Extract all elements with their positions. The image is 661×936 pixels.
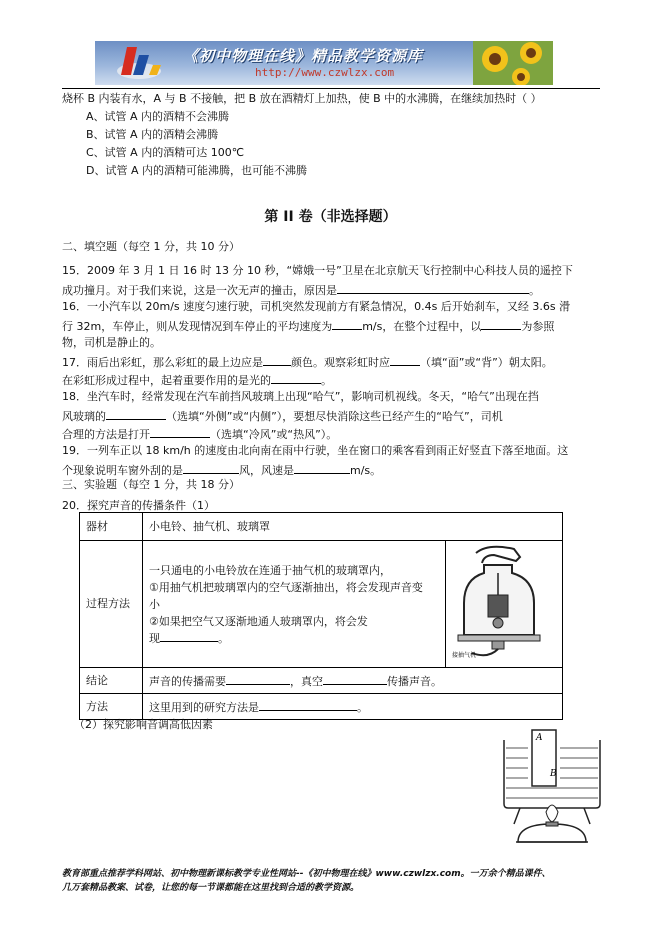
- q18-line2: [62, 408, 503, 424]
- bell-jar-figure-cell: [446, 541, 563, 668]
- q17-text-b: 颜色。观察彩虹时应: [291, 356, 390, 369]
- conclusion-text-a: 声音的传播需要: [149, 674, 226, 688]
- process-line-3: 小: [149, 597, 160, 611]
- q16-line3: 物，司机是静止的。: [62, 336, 161, 349]
- method-text-b: 。: [357, 700, 368, 714]
- row-equipment-value: 小电铃、抽气机、玻璃罩: [143, 513, 563, 541]
- q15-line2: [62, 282, 540, 298]
- q16-line2: [62, 318, 554, 334]
- q19-direction-blank[interactable]: [183, 462, 239, 474]
- process-line-4: ②如果把空气又逐渐地通人玻璃罩内，将会发: [149, 614, 368, 628]
- q17-line1: [62, 354, 553, 370]
- section-fill-heading: 二、填空题（每空 1 分，共 10 分）: [62, 240, 240, 253]
- bell-jar-diagram: [448, 543, 558, 661]
- q18-side-blank[interactable]: [106, 408, 166, 420]
- q18-text-a: 风玻璃的: [62, 410, 106, 423]
- q15-answer-blank[interactable]: [337, 282, 529, 294]
- q20-title: 20．探究声音的传播条件（1）: [62, 499, 215, 512]
- q16-text-c: 为参照: [521, 320, 555, 333]
- row-equipment-label: 器材: [80, 513, 143, 541]
- section-experiment-heading: 三、实验题（每空 1 分，共 18 分）: [62, 478, 240, 491]
- q16-text-a: 行 32m，车停止，则从发现情况到车停止的平均速度为: [62, 320, 333, 333]
- pump-label: 接抽气机: [452, 652, 477, 659]
- footer-line-1: 教育部重点推荐学科网站、初中物理新课标教学专业性网站--《初中物理在线》www.czwlzx.com。一万余个精品课件、: [62, 869, 551, 879]
- q19-line1: 19．一列车正以 18 km/h 的速度由北向南在雨中行驶，坐在窗口的乘客看到雨正好竖直下落至地面。这: [62, 444, 569, 457]
- q17-face-blank[interactable]: [390, 354, 420, 366]
- q20-vacuum-blank[interactable]: [323, 673, 387, 685]
- q19-text-c: m/s。: [350, 464, 382, 477]
- option-b: B、试管 A 内的酒精会沸腾: [86, 128, 219, 141]
- q20-method-blank[interactable]: [259, 699, 357, 711]
- option-c: C、试管 A 内的酒精可达 100℃: [86, 146, 245, 159]
- q16-line1: 16．一小汽车以 20m/s 速度匀速行驶，司机突然发现前方有紧急情况，0.4s 后开始刹车，又经 3.6s 滑: [62, 300, 571, 313]
- q18-text-b: （选填“外侧”或“内侧”），要想尽快消除这些已经产生的“哈气”，司机: [166, 410, 503, 423]
- q18-line1: 18．坐汽车时，经常发现在汽车前挡风玻璃上出现“哈气”，影响司机视线。冬天，“哈气”出现在挡: [62, 390, 539, 403]
- q16-speed-blank[interactable]: [332, 318, 362, 330]
- q15-text: 成功撞月。对于我们来说，这是一次无声的撞击，原因是: [62, 284, 337, 297]
- q17-line2: [62, 372, 332, 388]
- q17-text-a: 17．雨后出彩虹，那么彩虹的最上边应是: [62, 356, 263, 369]
- conclusion-text-b: ，真空: [290, 674, 323, 688]
- site-logo-icon: [109, 41, 179, 85]
- header-banner: [95, 41, 553, 85]
- q17-text-e: 。: [321, 374, 332, 387]
- banner-title: 《初中物理在线》精品教学资源库: [183, 47, 424, 65]
- process-line-1: 一只通电的小电铃放在连通于抽气机的玻璃罩内，: [149, 563, 391, 577]
- banner-url[interactable]: http://www.czwlzx.com: [255, 66, 395, 79]
- row-conclusion-value: [143, 668, 563, 694]
- q19-line2: [62, 462, 381, 478]
- q17-text-c: （填“面”或“背”）朝太阳。: [420, 356, 553, 369]
- q19-text-a: 个现象说明车窗外刮的是: [62, 464, 183, 477]
- fig-label-a: A: [536, 733, 543, 743]
- beaker-burner-diagram: [500, 728, 610, 852]
- q16-reference-blank[interactable]: [481, 318, 521, 330]
- q20-sub2-title: （2）探究影响音调高低因素: [74, 718, 213, 731]
- sunflower-icon: [473, 41, 553, 85]
- experiment-table: [79, 512, 563, 720]
- part2-title: 第 II 卷（非选择题）: [264, 209, 397, 225]
- row-method-label: 方法: [80, 694, 143, 720]
- q15-end: 。: [529, 284, 540, 297]
- q18-text-d: （选填“冷风”或“热风”）。: [210, 428, 338, 441]
- process-line-5: [149, 630, 439, 647]
- q15-line1: 15．2009 年 3 月 1 日 16 时 13 分 10 秒，“嫦娥一号”卫星在北京航天飞行控制中心科技人员的遥控下: [62, 264, 573, 277]
- q18-text-c: 合理的方法是打开: [62, 428, 150, 441]
- q18-line3: [62, 426, 337, 442]
- q17-light-blank[interactable]: [271, 372, 321, 384]
- row-process-text: [143, 541, 446, 668]
- option-a: A、试管 A 内的酒精不会沸腾: [86, 110, 230, 123]
- process-line-5-end: 。: [218, 631, 229, 645]
- footer-line-2: 几万套精品教案、试卷，让您的每一节课都能在这里找到合适的教学资源。: [62, 883, 360, 893]
- method-text-a: 这里用到的研究方法是: [149, 700, 259, 714]
- q20-sound-blank[interactable]: [160, 630, 218, 642]
- q19-text-b: 风，风速是: [239, 464, 294, 477]
- q20-medium-blank[interactable]: [226, 673, 290, 685]
- process-line-5-text: 现: [149, 631, 160, 645]
- process-line-2: ①用抽气机把玻璃罩内的空气逐渐抽出，将会发现声音变: [149, 580, 423, 594]
- q17-text-d: 在彩虹形成过程中，起着重要作用的是光的: [62, 374, 271, 387]
- row-conclusion-label: 结论: [80, 668, 143, 694]
- row-method-value: [143, 694, 563, 720]
- q16-text-b: m/s，在整个过程中，以: [362, 320, 482, 333]
- option-d: D、试管 A 内的酒精可能沸腾，也可能不沸腾: [86, 164, 307, 177]
- row-process-label: 过程方法: [80, 541, 143, 668]
- conclusion-text-c: 传播声音。: [387, 674, 442, 688]
- q18-wind-blank[interactable]: [150, 426, 210, 438]
- prev-question-stem: 烧杯 B 内装有水，A 与 B 不接触，把 B 放在酒精灯上加热，使 B 中的水沸腾，在继续加热时（ ）: [62, 92, 542, 105]
- header-rule: [62, 88, 600, 89]
- fig-label-b: B: [550, 769, 557, 779]
- q19-speed-blank[interactable]: [294, 462, 350, 474]
- q17-color-blank[interactable]: [263, 354, 291, 366]
